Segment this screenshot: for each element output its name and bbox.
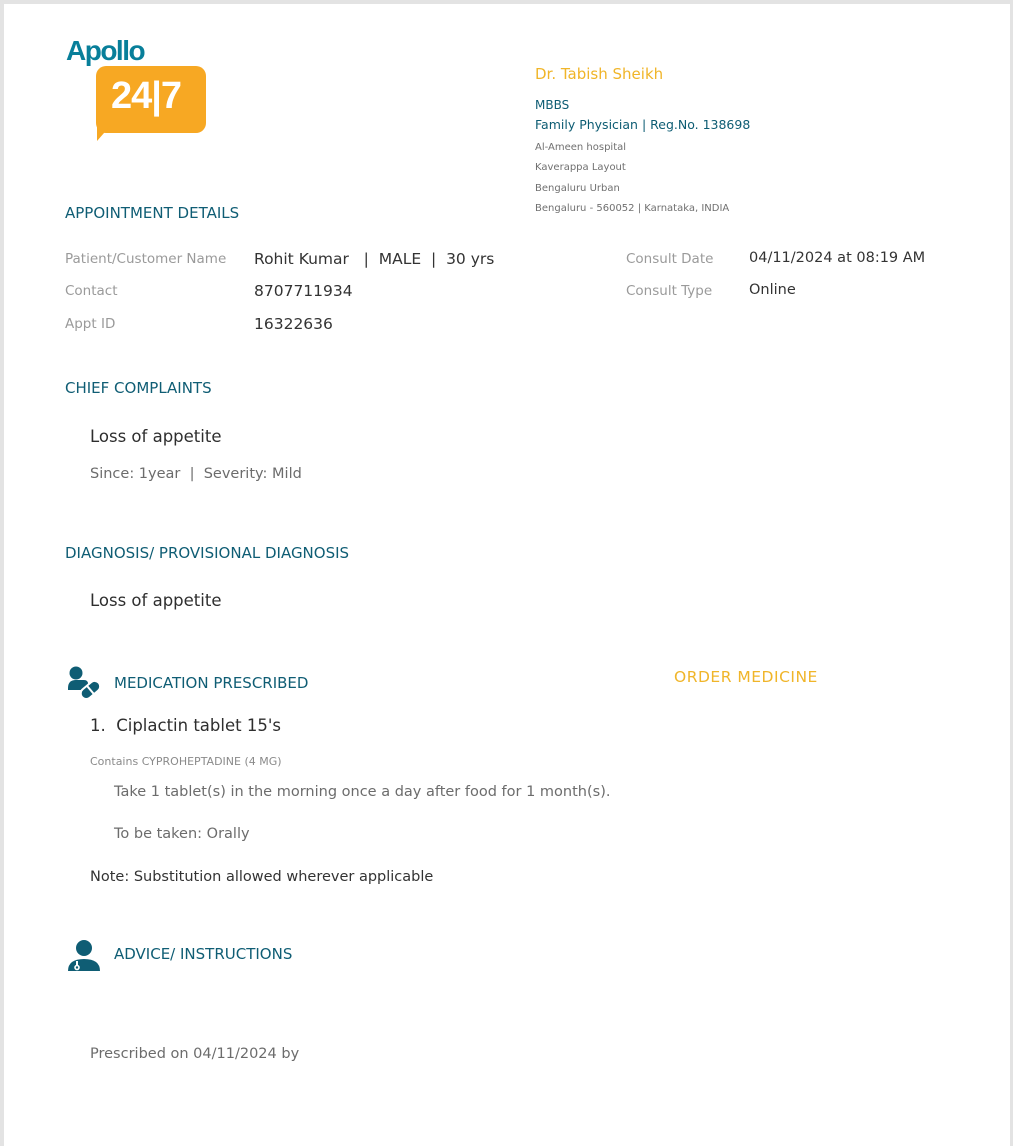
- medicine-route: To be taken: Orally: [114, 826, 250, 842]
- doctor-icon: [67, 939, 101, 973]
- appt-id-label: Appt ID: [65, 316, 116, 332]
- apollo-logo: [66, 37, 208, 145]
- diagnosis-title: DIAGNOSIS/ PROVISIONAL DIAGNOSIS: [65, 544, 350, 562]
- complaint-detail: Since: 1year | Severity: Mild: [90, 466, 302, 482]
- medicine-dosage: Take 1 tablet(s) in the morning once a day after food for 1 month(s).: [114, 784, 611, 800]
- consult-type-value: Online: [749, 282, 796, 298]
- medicine-name: 1. Ciplactin tablet 15's: [90, 716, 281, 735]
- doctor-specialty: Family Physician | Reg.No. 138698: [535, 117, 751, 132]
- medication-title: MEDICATION PRESCRIBED: [114, 674, 309, 692]
- consult-date-value: 04/11/2024 at 08:19 AM: [749, 250, 926, 266]
- order-medicine-button[interactable]: ORDER MEDICINE: [674, 668, 818, 686]
- substitution-note: Note: Substitution allowed wherever applicable: [90, 869, 434, 885]
- patient-name-value: Rohit Kumar | MALE | 30 yrs: [254, 250, 495, 268]
- logo-number: 24|7: [111, 75, 182, 117]
- consult-date-label: Consult Date: [626, 251, 714, 267]
- complaint-item: Loss of appetite: [90, 427, 222, 446]
- diagnosis-item: Loss of appetite: [90, 591, 222, 610]
- doctor-address-line: Bengaluru Urban: [535, 183, 620, 194]
- pill-icon: [66, 666, 102, 702]
- doctor-qualification: MBBS: [535, 98, 570, 112]
- logo-badge-tail: [97, 125, 111, 141]
- doctor-name: Dr. Tabish Sheikh: [535, 65, 664, 83]
- medicine-contains: Contains CYPROHEPTADINE (4 MG): [90, 755, 282, 768]
- advice-title: ADVICE/ INSTRUCTIONS: [114, 945, 293, 963]
- appointment-details-title: APPOINTMENT DETAILS: [65, 204, 240, 222]
- logo-brand: Apollo: [66, 35, 145, 66]
- prescribed-on-text: Prescribed on 04/11/2024 by: [90, 1046, 300, 1062]
- appt-id-value: 16322636: [254, 315, 333, 333]
- doctor-address-line: Kaverappa Layout: [535, 162, 626, 173]
- contact-value: 8707711934: [254, 282, 353, 300]
- contact-label: Contact: [65, 283, 118, 299]
- patient-name-label: Patient/Customer Name: [65, 251, 227, 267]
- doctor-address-line: Bengaluru - 560052 | Karnataka, INDIA: [535, 203, 730, 214]
- chief-complaints-title: CHIEF COMPLAINTS: [65, 379, 212, 397]
- consult-type-label: Consult Type: [626, 283, 713, 299]
- doctor-address-line: Al-Ameen hospital: [535, 142, 627, 153]
